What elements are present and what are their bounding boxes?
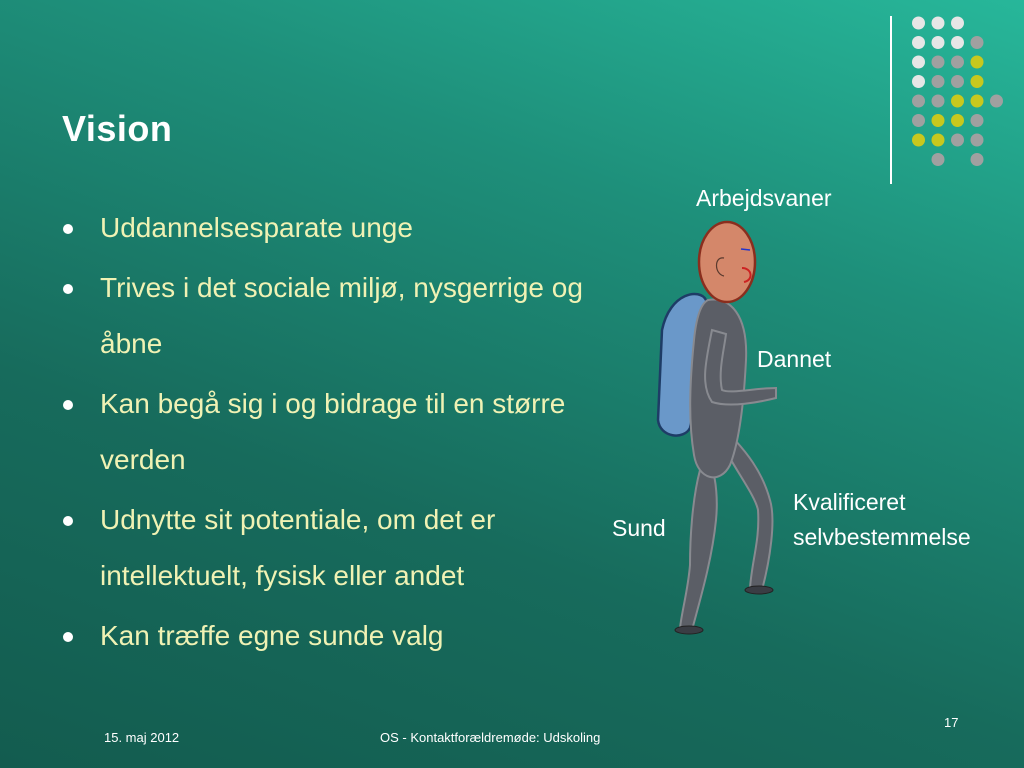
slide-title: Vision xyxy=(62,108,173,149)
bullet-text: Kan træffe egne sunde valg xyxy=(100,620,444,651)
label-arbejdsvaner: Arbejdsvaner xyxy=(696,185,832,211)
foot xyxy=(675,626,703,634)
footer-title: OS - Kontaktforældremøde: Udskoling xyxy=(380,730,601,745)
bullet-text: Trives i det sociale miljø, nysgerrige og åbne xyxy=(100,272,583,359)
back-leg xyxy=(680,468,717,630)
face-eye xyxy=(741,249,750,250)
bullet-text: Kan begå sig i og bidrage til en større verden xyxy=(100,388,566,475)
bullet-text: Uddannelsesparate unge xyxy=(100,212,413,243)
label-dannet: Dannet xyxy=(757,346,832,372)
label-selvbestemmelse: selvbestemmelse xyxy=(793,524,971,550)
foot xyxy=(745,586,773,594)
label-sund: Sund xyxy=(612,515,666,541)
page-number: 17 xyxy=(944,715,959,730)
label-kvalificeret: Kvalificeret xyxy=(793,489,906,515)
footer-date: 15. maj 2012 xyxy=(104,730,180,745)
bullet-text: Udnytte sit potentiale, om det er intellektuelt, fysisk eller andet xyxy=(100,504,496,591)
head xyxy=(699,222,755,302)
